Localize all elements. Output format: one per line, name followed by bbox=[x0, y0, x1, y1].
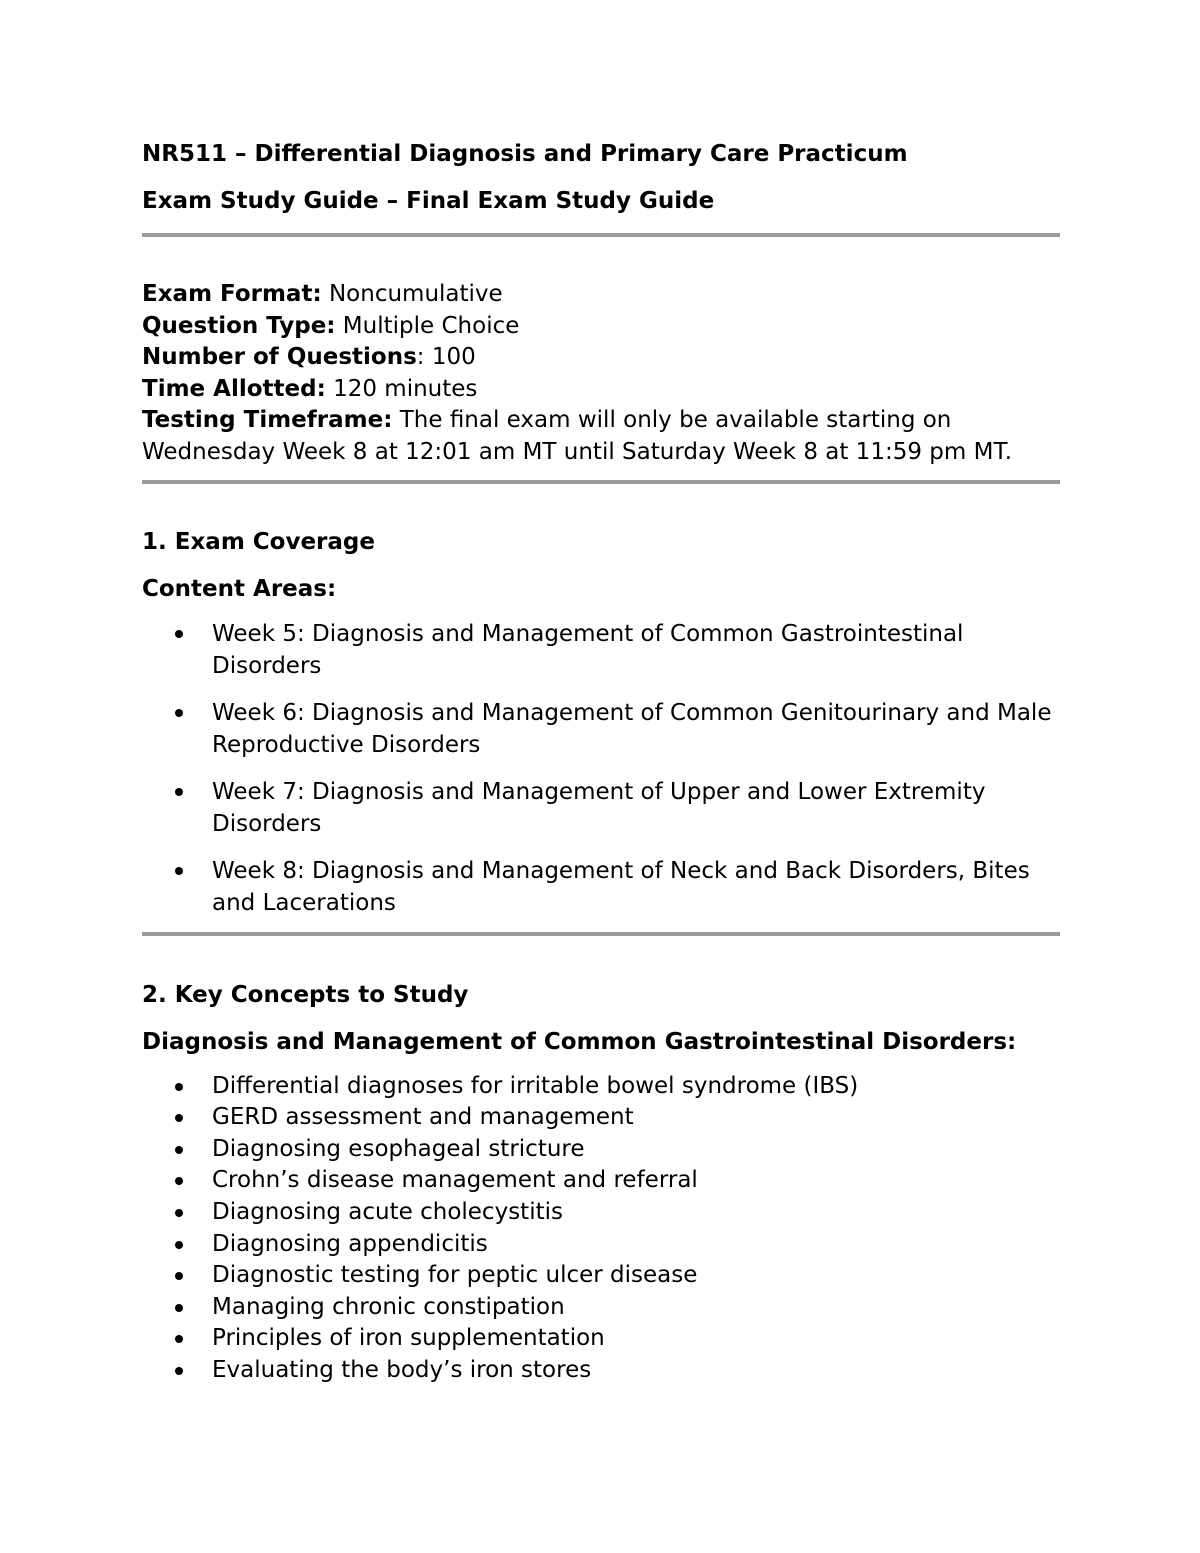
bullet-icon bbox=[175, 709, 183, 717]
list-item bbox=[142, 1323, 1060, 1355]
list-item bbox=[142, 1165, 1060, 1197]
testing-timeframe-value: The final exam will only be available starting on Wednesday Week 8 at 12:01 am MT until Saturday Week 8 at 11:59 pm MT. bbox=[142, 407, 1013, 465]
list-item bbox=[142, 776, 1060, 840]
list-item-text: Week 8: Diagnosis and Management of Neck and Back Disorders, Bites and Lacerations bbox=[212, 857, 1030, 916]
testing-timeframe-row bbox=[142, 405, 1060, 468]
list-item bbox=[142, 1134, 1060, 1166]
horizontal-rule bbox=[142, 233, 1060, 237]
section-heading-key-concepts: 2. Key Concepts to Study bbox=[142, 981, 469, 1008]
time-allotted-label: Time Allotted: bbox=[142, 375, 326, 402]
list-item-text: Managing chronic constipation bbox=[212, 1293, 565, 1320]
list-item bbox=[142, 855, 1060, 919]
list-item bbox=[142, 1260, 1060, 1292]
list-item bbox=[142, 1071, 1060, 1103]
bullet-icon bbox=[175, 1304, 183, 1312]
gi-disorders-heading: Diagnosis and Management of Common Gastrointestinal Disorders: bbox=[142, 1028, 1017, 1055]
list-item bbox=[142, 1355, 1060, 1387]
list-item-text: Differential diagnoses for irritable bowel syndrome (IBS) bbox=[212, 1072, 859, 1099]
list-item bbox=[142, 1292, 1060, 1324]
bullet-icon bbox=[175, 867, 183, 875]
list-item bbox=[142, 1197, 1060, 1229]
document-subtitle: Exam Study Guide – Final Exam Study Guide bbox=[142, 188, 715, 214]
list-item-text: Diagnosing acute cholecystitis bbox=[212, 1198, 563, 1225]
question-type-row bbox=[142, 311, 1060, 343]
question-count-label: Number of Questions bbox=[142, 344, 417, 371]
question-type-label: Question Type: bbox=[142, 312, 336, 339]
list-item-text: Crohn’s disease management and referral bbox=[212, 1167, 698, 1194]
list-item bbox=[142, 697, 1060, 761]
exam-format-value: Noncumulative bbox=[321, 281, 503, 307]
exam-info bbox=[142, 279, 1060, 469]
key-concepts-list bbox=[142, 1071, 1060, 1387]
document-page bbox=[142, 136, 1060, 1387]
bullet-icon bbox=[175, 788, 183, 796]
list-item bbox=[142, 618, 1060, 682]
list-item-text: Diagnosing esophageal stricture bbox=[212, 1135, 585, 1162]
bullet-icon bbox=[175, 1083, 183, 1091]
list-item bbox=[142, 1102, 1060, 1134]
bullet-icon bbox=[175, 1241, 183, 1249]
document-title: NR511 – Differential Diagnosis and Primary Care Practicum bbox=[142, 141, 908, 167]
question-type-value: Multiple Choice bbox=[335, 312, 520, 339]
bullet-icon bbox=[175, 630, 183, 638]
exam-format-row bbox=[142, 279, 1060, 311]
testing-timeframe-label: Testing Timeframe: bbox=[142, 407, 393, 434]
time-allotted-value: 120 minutes bbox=[325, 375, 478, 402]
bullet-icon bbox=[175, 1272, 183, 1280]
horizontal-rule bbox=[142, 932, 1060, 936]
content-areas-list bbox=[142, 618, 1060, 919]
list-item bbox=[142, 1229, 1060, 1261]
list-item-text: Week 7: Diagnosis and Management of Upper and Lower Extremity Disorders bbox=[212, 778, 986, 837]
bullet-icon bbox=[175, 1114, 183, 1122]
bullet-icon bbox=[175, 1177, 183, 1185]
horizontal-rule bbox=[142, 480, 1060, 484]
list-item-text: Diagnostic testing for peptic ulcer disease bbox=[212, 1262, 698, 1289]
list-item-text: Week 6: Diagnosis and Management of Common Genitourinary and Male Reproductive Disorders bbox=[212, 699, 1052, 758]
question-count-value: : 100 bbox=[416, 344, 476, 371]
list-item-text: Principles of iron supplementation bbox=[212, 1325, 605, 1352]
section-heading-exam-coverage: 1. Exam Coverage bbox=[142, 528, 375, 555]
time-allotted-row bbox=[142, 374, 1060, 406]
list-item-text: Week 5: Diagnosis and Management of Common Gastrointestinal Disorders bbox=[212, 620, 964, 679]
bullet-icon bbox=[175, 1367, 183, 1375]
bullet-icon bbox=[175, 1209, 183, 1217]
exam-format-label: Exam Format: bbox=[142, 281, 322, 307]
list-item-text: Evaluating the body’s iron stores bbox=[212, 1356, 592, 1383]
question-count-row bbox=[142, 342, 1060, 374]
list-item-text: Diagnosing appendicitis bbox=[212, 1230, 488, 1257]
bullet-icon bbox=[175, 1335, 183, 1343]
content-areas-heading: Content Areas: bbox=[142, 575, 337, 602]
list-item-text: GERD assessment and management bbox=[212, 1104, 634, 1131]
bullet-icon bbox=[175, 1146, 183, 1154]
